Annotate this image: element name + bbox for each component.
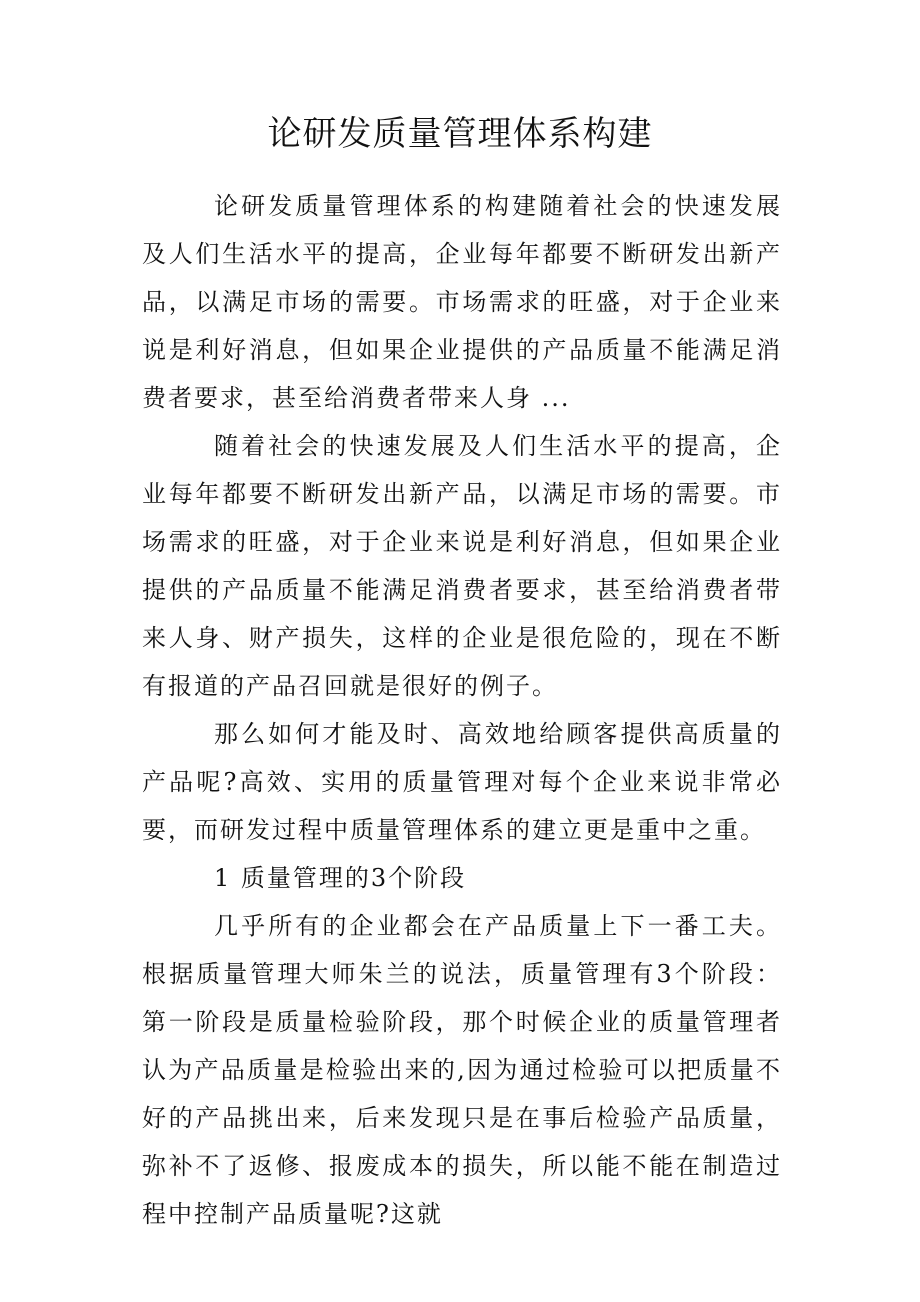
document-title: 论研发质量管理体系构建 (267, 114, 653, 154)
paragraph-intro-summary: 论研发质量管理体系的构建随着社会的快速发展及人们生活水平的提高，企业每年都要不断研发出新产品，以满足市场的需要。市场需求的旺盛，对于企业来说是利好消息，但如果企业提供的产品质量不能满足消费者要求，甚至给消费者带来人身 ... (142, 192, 782, 412)
document-body (142, 182, 782, 1238)
paragraph-background: 随着社会的快速发展及人们生活水平的提高，企业每年都要不断研发出新产品，以满足市场的需要。市场需求的旺盛，对于企业来说是利好消息，但如果企业提供的产品质量不能满足消费者要求，甚至给消费者带来人身、财产损失，这样的企业是很危险的，现在不断有报道的产品召回就是很好的例子。 (142, 432, 782, 700)
section-heading: 1 质量管理的3个阶段 (214, 864, 467, 892)
paragraph-question: 那么如何才能及时、高效地给顾客提供高质量的产品呢?高效、实用的质量管理对每个企业来说非常必要，而研发过程中质量管理体系的建立更是重中之重。 (142, 720, 782, 844)
paragraph-stages: 几乎所有的企业都会在产品质量上下一番工夫。根据质量管理大师朱兰的说法，质量管理有3个阶段：第一阶段是质量检验阶段，那个时候企业的质量管理者认为产品质量是检验出来的,因为通过检验可以把质量不好的产品挑出来，后来发现只是在事后检验产品质量，弥补不了返修、报废成本的损失，所以能不能在制造过程中控制产品质量呢?这就 (142, 912, 782, 1228)
